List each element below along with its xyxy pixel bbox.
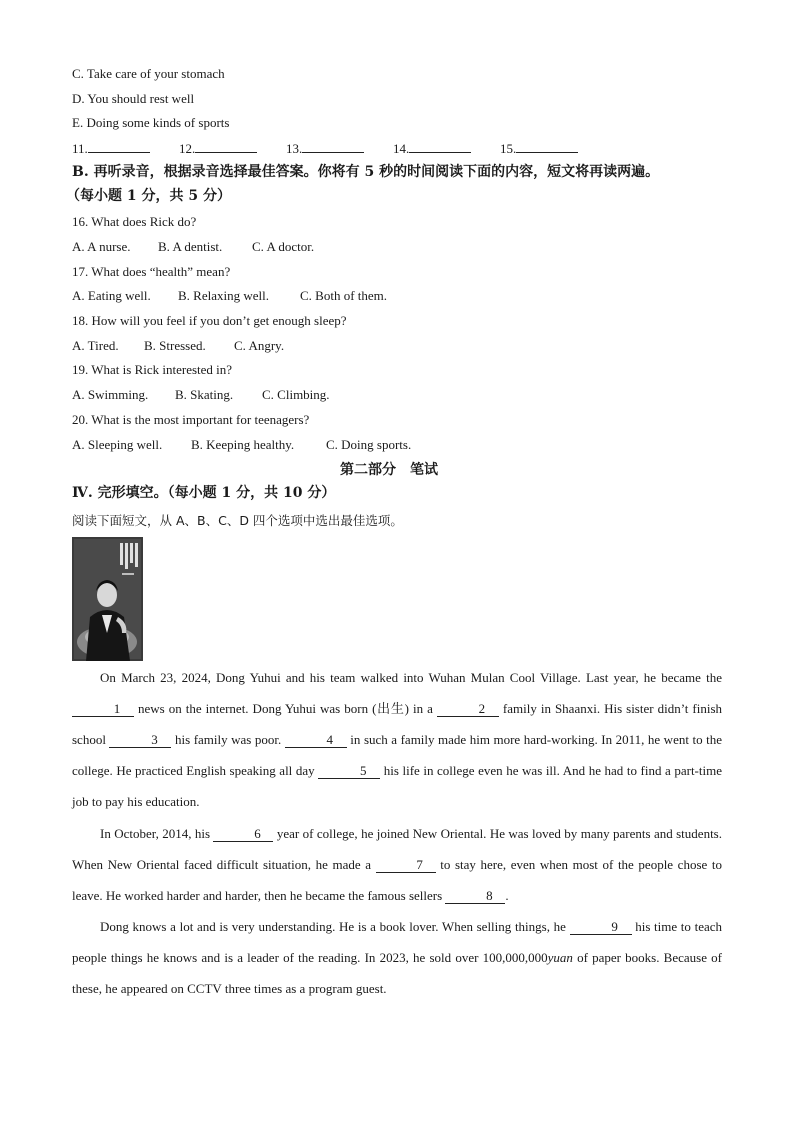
option-19-b[interactable]: B. Skating. <box>175 387 234 402</box>
question-20: 20. What is the most important for teenagers? <box>72 412 310 427</box>
passage-paragraph-2: In October, 2014, his 6 year of college, he joined New Oriental. He was loved by many parents and students. When New Oriental faced difficult situation, he made a 7 to stay here, even when most of the people chose to leave. He worked harder and harder, then he became the famous sellers 8 . <box>72 826 722 903</box>
cloze-blank-7[interactable]: 7 <box>376 858 436 873</box>
yuan-word: yuan <box>547 950 573 965</box>
cloze-blank-8[interactable]: 8 <box>445 889 505 904</box>
cloze-blank-5[interactable]: 5 <box>318 764 380 779</box>
portrait-photo <box>72 537 143 661</box>
cloze-blank-6[interactable]: 6 <box>213 827 273 842</box>
section-b-title: B. 再听录音，根据录音选择最佳答案。你将有 5 秒的时间阅读下面的内容，短文将再读两遍。 <box>72 164 660 180</box>
cloze-blank-9[interactable]: 9 <box>570 920 632 935</box>
section-b-subtitle: （每小题 1 分，共 5 分） <box>66 188 231 204</box>
answer-blank-11[interactable]: 11. <box>72 140 150 157</box>
option-18-c[interactable]: C. Angry. <box>234 338 285 353</box>
option-d: D. You should rest well <box>72 91 195 106</box>
portrait-photo-graphic <box>72 537 143 661</box>
option-19-c[interactable]: C. Climbing. <box>262 387 330 402</box>
option-17-a[interactable]: A. Eating well. <box>72 288 151 303</box>
option-18-a[interactable]: A. Tired. <box>72 338 119 353</box>
part-two-title: 第二部分 笔试 <box>340 462 438 478</box>
answer-blank-15[interactable]: 15. <box>500 140 578 157</box>
option-20-b[interactable]: B. Keeping healthy. <box>191 437 295 452</box>
answer-blank-14[interactable]: 14. <box>393 140 471 157</box>
option-c: C. Take care of your stomach <box>72 66 225 81</box>
passage-paragraph-3: Dong knows a lot and is very understanding. He is a book lover. When selling things, he 9 his time to teach people things he knows and is a leader of the reading. In 2023, he sold over 100,000,000yuan of paper books. Because of these, he appeared on CCTV three times as a program guest. <box>72 919 723 996</box>
option-17-c[interactable]: C. Both of them. <box>300 288 388 303</box>
option-16-c[interactable]: C. A doctor. <box>252 239 315 254</box>
option-16-b[interactable]: B. A dentist. <box>158 239 223 254</box>
question-16: 16. What does Rick do? <box>72 214 197 229</box>
section-4-instruction: 阅读下面短文，从 A、B、C、D 四个选项中选出最佳选项。 <box>72 513 403 528</box>
cloze-blank-4[interactable]: 4 <box>285 733 347 748</box>
option-16-a[interactable]: A. A nurse. <box>72 239 131 254</box>
cloze-blank-1[interactable]: 1 <box>72 702 134 717</box>
option-18-b[interactable]: B. Stressed. <box>144 338 206 353</box>
cloze-blank-2[interactable]: 2 <box>437 702 499 717</box>
answer-blank-13[interactable]: 13. <box>286 140 364 157</box>
option-20-a[interactable]: A. Sleeping well. <box>72 437 163 452</box>
section-4-title: Ⅳ. 完形填空。（每小题 1 分，共 10 分） <box>72 485 336 501</box>
option-e: E. Doing some kinds of sports <box>72 115 230 130</box>
cloze-blank-3[interactable]: 3 <box>109 733 171 748</box>
passage-paragraph-1: On March 23, 2024, Dong Yuhui and his team walked into Wuhan Mulan Cool Village. Last year, he became the 1 news on the internet. Dong Yuhui was born (出生) in a 2 family in Shaanxi. His sister didn’t finish school 3 his family was poor. 4 in such a family made him more hard-working. In 2011, he went to the college. He practiced English speaking all day 5 his life in college even he was ill. And he had to find a part-time job to pay his education. <box>72 670 723 809</box>
option-17-b[interactable]: B. Relaxing well. <box>178 288 269 303</box>
option-19-a[interactable]: A. Swimming. <box>72 387 149 402</box>
option-20-c[interactable]: C. Doing sports. <box>326 437 412 452</box>
question-19: 19. What is Rick interested in? <box>72 362 233 377</box>
question-17: 17. What does “health” mean? <box>72 264 231 279</box>
question-18: 18. How will you feel if you don’t get enough sleep? <box>72 313 347 328</box>
answer-blank-12[interactable]: 12. <box>179 140 257 157</box>
